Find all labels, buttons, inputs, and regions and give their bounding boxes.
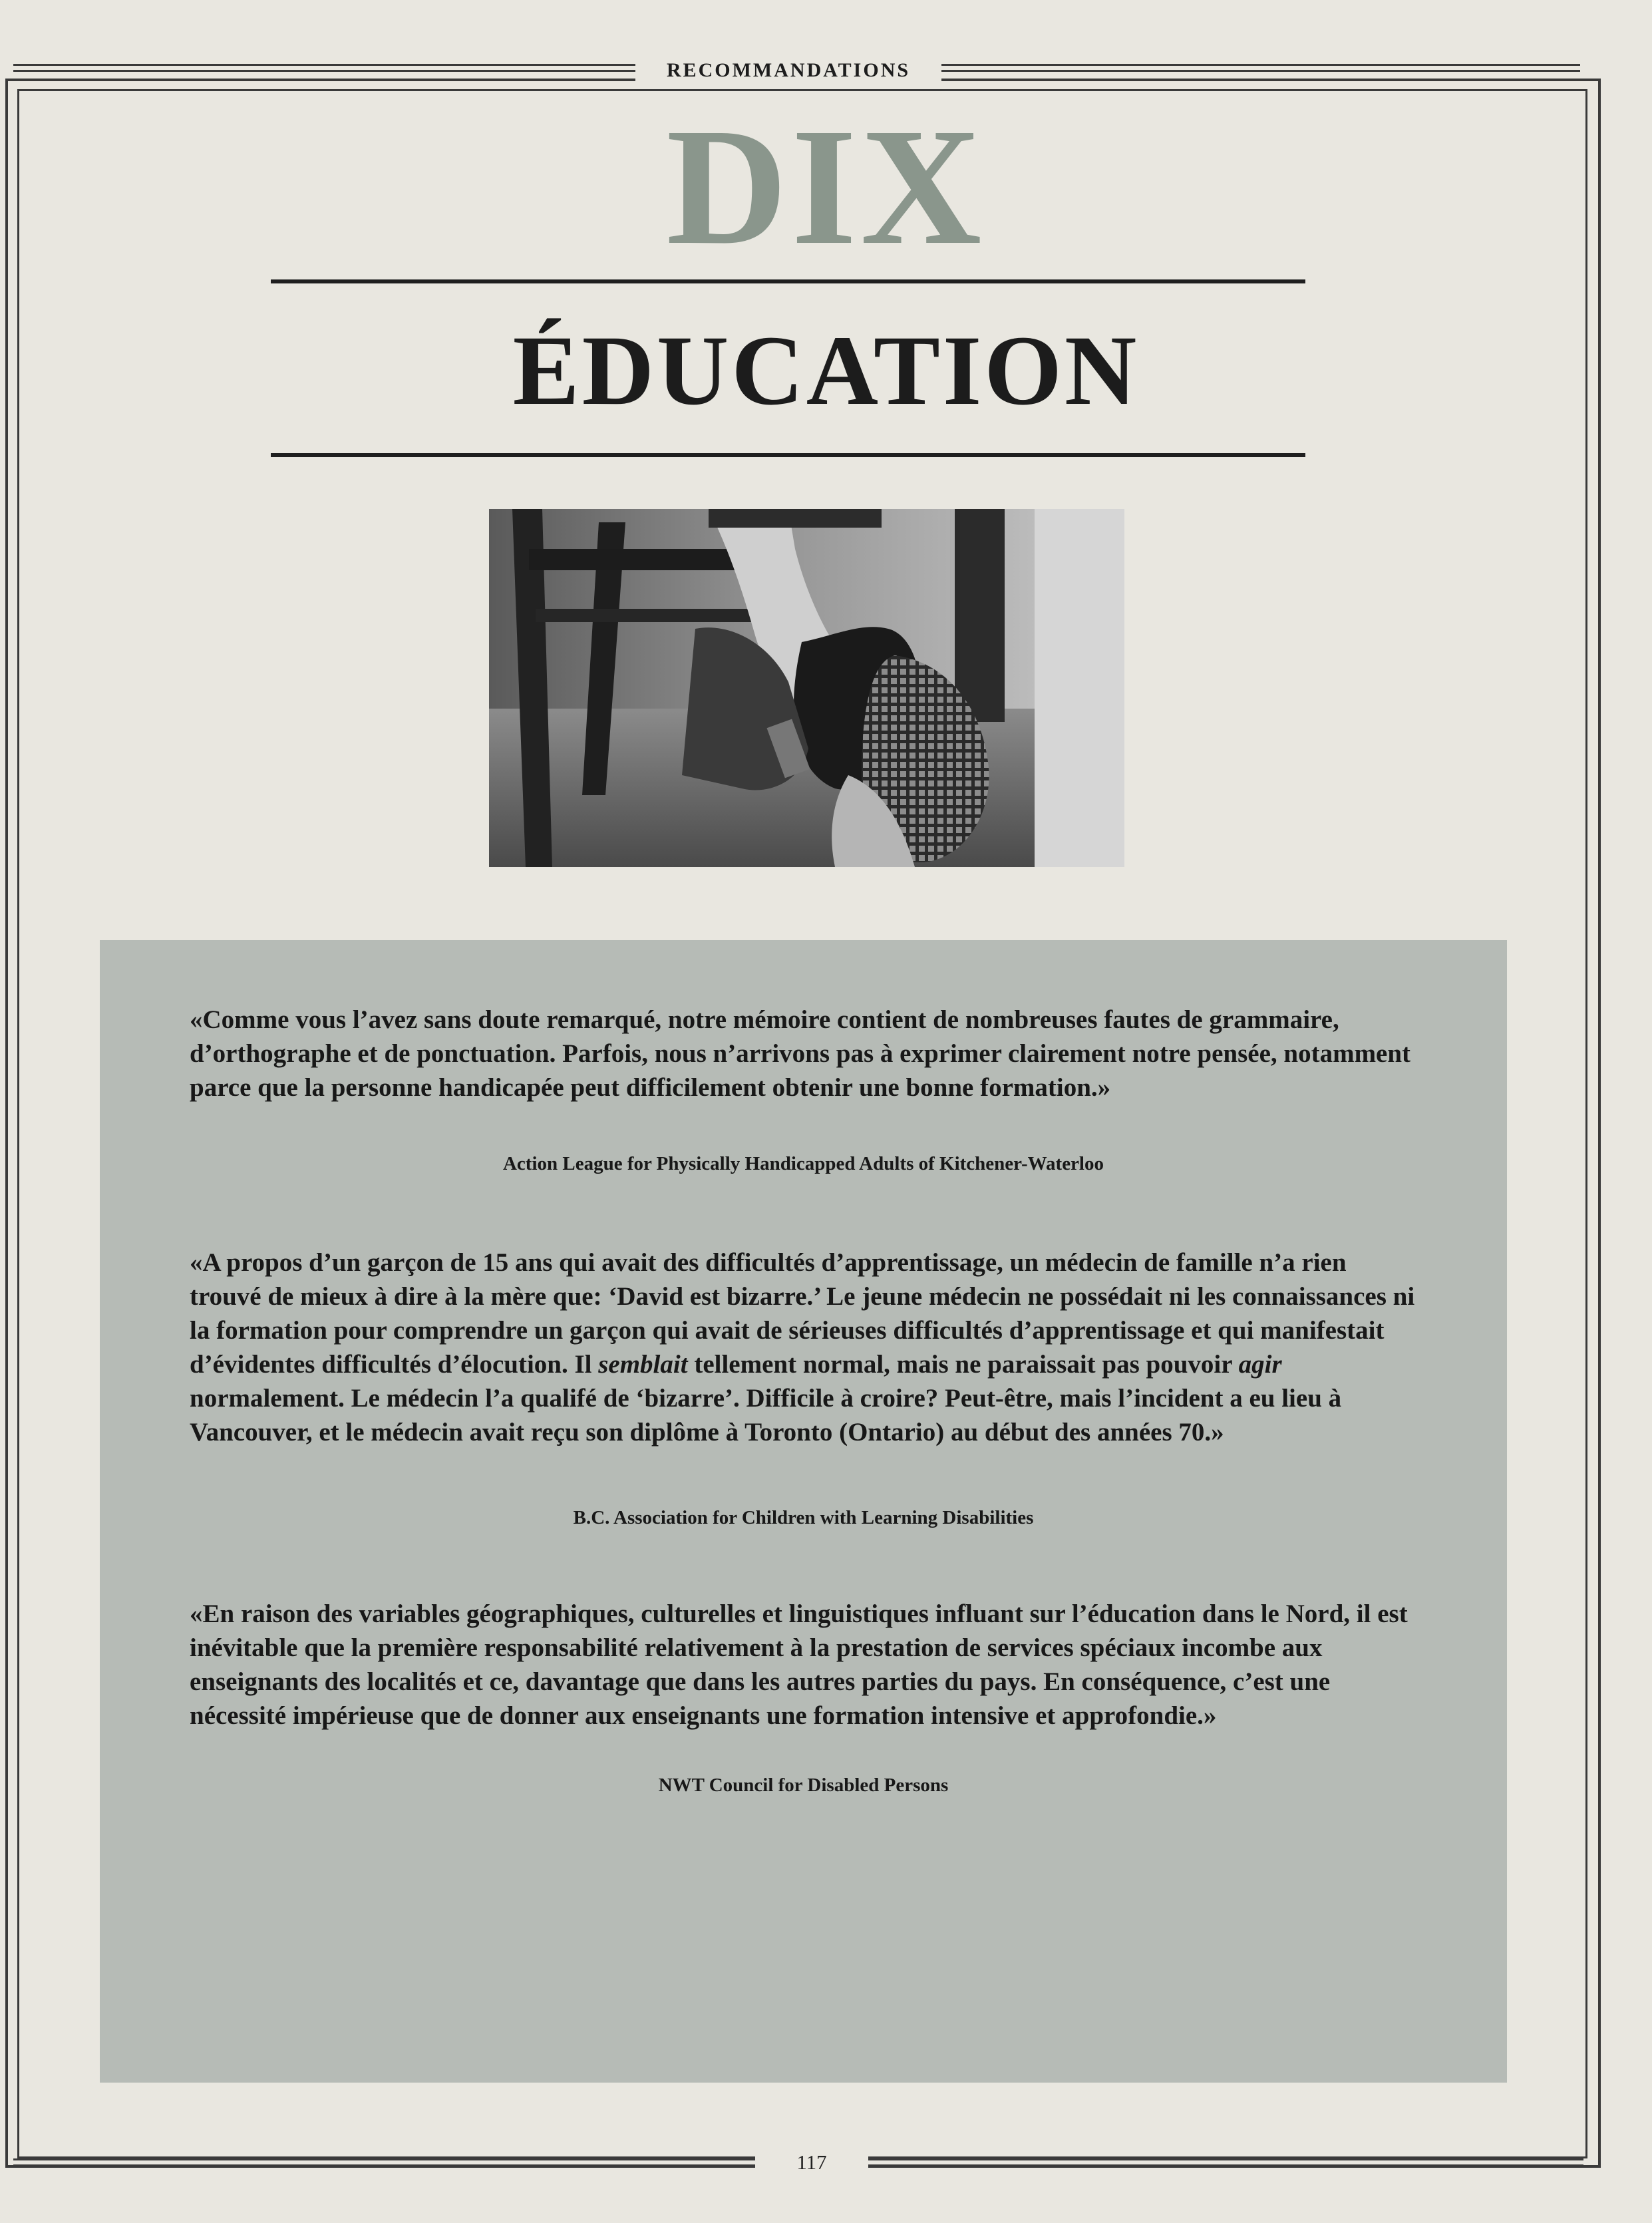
footer-rule-right bbox=[868, 2158, 1583, 2166]
chapter-title: ÉDUCATION bbox=[512, 315, 1140, 426]
title-rule-bottom bbox=[271, 453, 1305, 457]
quote-2-part3: normalement. Le médecin l’a qualifé de ‘bizarre’. Difficile à croire? Peut-être, mais l’incident a eu lieu à Vancouver, et le médecin avait reçu son diplôme à Toronto (Ontario) au début des années 70.» bbox=[190, 1384, 1342, 1447]
page-number: 117 bbox=[755, 2148, 868, 2177]
quote-2-part1: «A propos d’un garçon de 15 ans qui avait des difficultés d’apprentissage, un médecin de famille n’a rien trouvé de mieux à dire à la mère que: ‘David est bizarre.’ Le jeune médecin ne possédait ni les connaissances ni la formation pour comprendre un garçon qui avait de sérieuses difficultés d’apprentissage et qui manifestait d’évidentes difficultés d’élocution. Il bbox=[190, 1248, 1415, 1379]
footer-rule-left bbox=[13, 2158, 755, 2166]
quote-1: «Comme vous l’avez sans doute remarqué, notre mémoire contient de nombreuses fautes de grammaire, d’orthographe et de ponctuation. Parfois, nous n’arrivons pas à exprimer clairement notre pensée, notamment parce que la personne handicapée peut difficilement obtenir une bonne formation.» bbox=[190, 1005, 1411, 1102]
chapter-number: DIX bbox=[666, 93, 986, 279]
quote-2-emphasis-2: agir bbox=[1238, 1350, 1282, 1379]
photograph-student-legs bbox=[489, 509, 1124, 867]
section-label: RECOMMANDATIONS bbox=[635, 53, 941, 88]
quote-2 bbox=[190, 1246, 1420, 1449]
quote-2-part2: tellement normal, mais ne paraissait pas pouvoir bbox=[687, 1350, 1239, 1379]
header-rule-right bbox=[941, 64, 1580, 72]
quote-3: «En raison des variables géographiques, culturelles et linguistiques influant sur l’éducation dans le Nord, il est inévitable que la première responsabilité relativement à la prestation de services spéciaux incombe aux enseignants des localités et ce, davantage que dans les autres parties du pays. En conséquence, c’est une nécessité impérieuse que de donner aux enseignants une formation intensive et approfondie.» bbox=[190, 1600, 1408, 1730]
header-rule-left bbox=[13, 64, 635, 72]
quote-2-emphasis-1: semblait bbox=[598, 1350, 688, 1379]
quote-2-source: B.C. Association for Children with Learning Disabilities bbox=[573, 1507, 1034, 1528]
title-rule-top bbox=[271, 279, 1305, 283]
quote-1-source: Action League for Physically Handicapped Adults of Kitchener-Waterloo bbox=[502, 1153, 1104, 1174]
quote-3-source: NWT Council for Disabled Persons bbox=[658, 1775, 949, 1796]
